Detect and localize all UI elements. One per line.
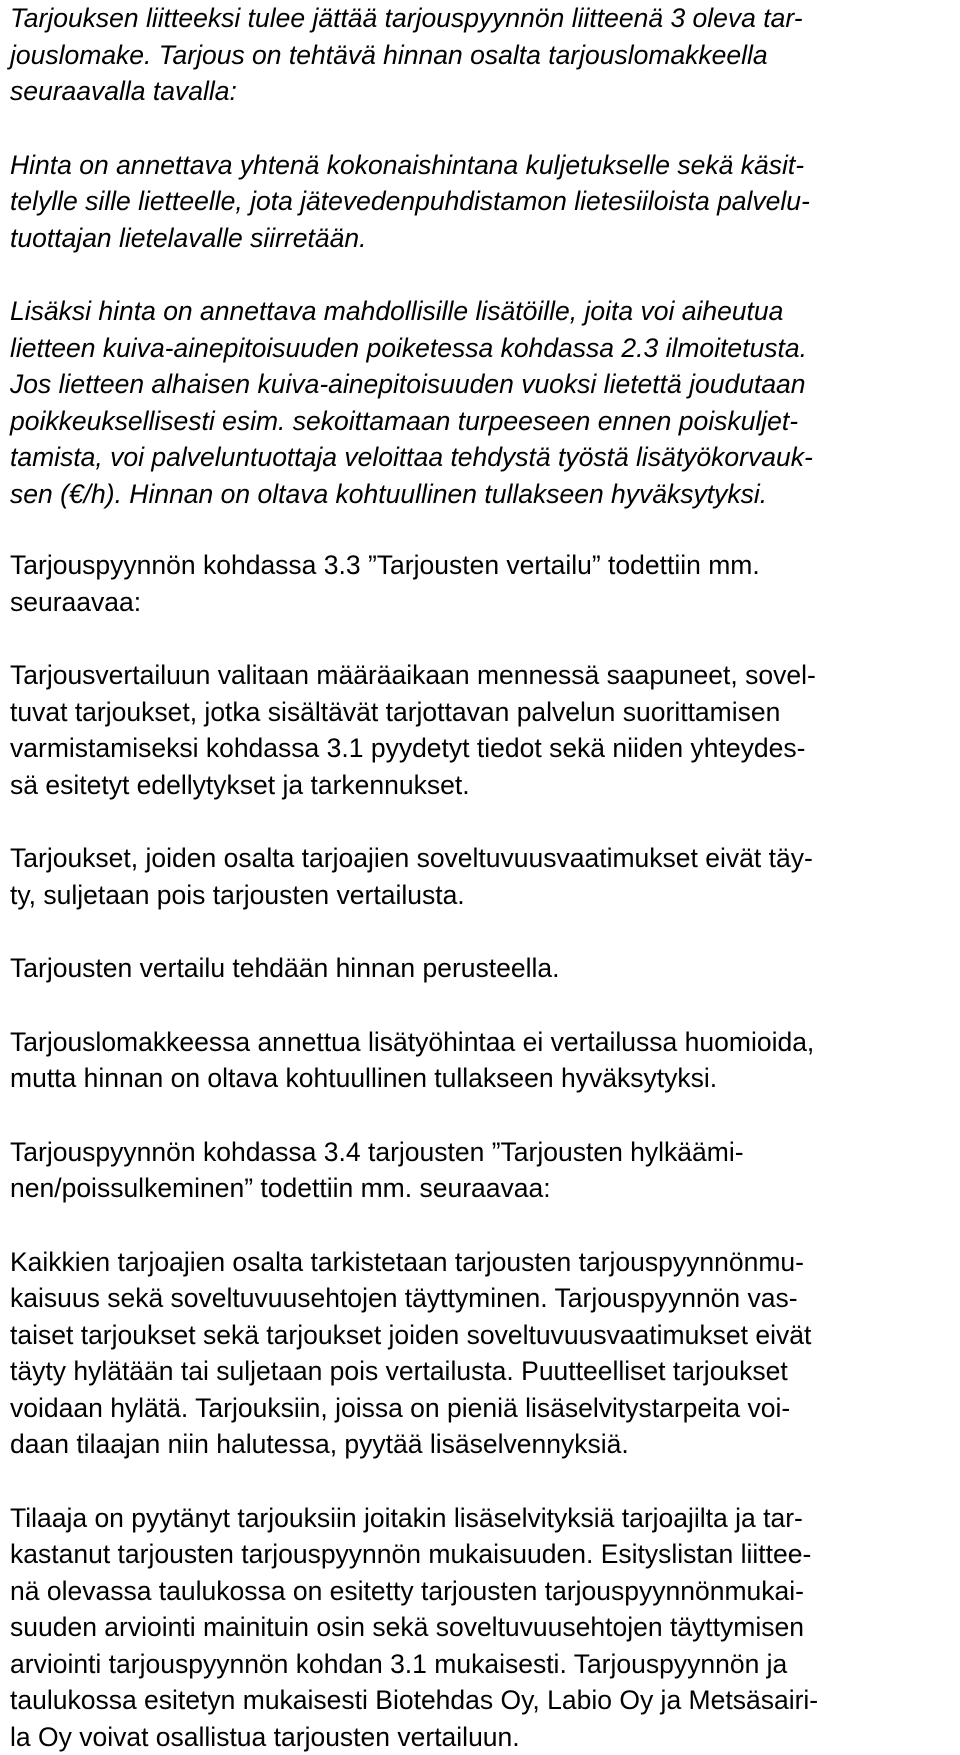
text-line: varmistamiseksi kohdassa 3.1 pyydetyt tiedot sekä niiden yhteydes- (10, 730, 950, 767)
text-line: nen/poissulkeminen” todettiin mm. seuraavaa: (10, 1170, 950, 1207)
document-page (10, 0, 950, 1755)
paragraph-additional-price (10, 1024, 950, 1097)
paragraph-additional-work (10, 293, 950, 512)
text-line: Tarjouspyynnön kohdassa 3.4 tarjousten ”Tarjousten hylkäämi- (10, 1134, 950, 1171)
paragraph-compliance-check (10, 1244, 950, 1463)
text-line: seuraavaa: (10, 584, 950, 621)
paragraph-price-basis (10, 950, 950, 987)
text-line: kastanut tarjousten tarjouspyynnön mukaisuuden. Esityslistan liittee- (10, 1536, 950, 1573)
paragraph-total-price (10, 147, 950, 257)
text-line: Lisäksi hinta on annettava mahdollisille lisätöille, joita voi aiheutua (10, 293, 950, 330)
text-line: ty, suljetaan pois tarjousten vertailusta. (10, 877, 950, 914)
text-line: Kaikkien tarjoajien osalta tarkistetaan tarjousten tarjouspyynnönmu- (10, 1244, 950, 1281)
paragraph-exclusion (10, 840, 950, 913)
text-line: Jos lietteen alhaisen kuiva-ainepitoisuuden vuoksi lietettä joudutaan (10, 366, 950, 403)
text-line: Tilaaja on pyytänyt tarjouksiin joitakin lisäselvityksiä tarjoajilta ja tar- (10, 1500, 950, 1537)
text-line: Tarjoukset, joiden osalta tarjoajien soveltuvuusvaatimukset eivät täy- (10, 840, 950, 877)
text-line: sä esitetyt edellytykset ja tarkennukset. (10, 767, 950, 804)
text-line: telylle sille lietteelle, jota jätevedenpuhdistamon lietesiiloista palvelu- (10, 183, 950, 220)
text-line: daan tilaajan niin halutessa, pyytää lisäselvennyksiä. (10, 1426, 950, 1463)
text-line: mutta hinnan on oltava kohtuullinen tullakseen hyväksytyksi. (10, 1060, 950, 1097)
text-line: taulukossa esitetyn mukaisesti Biotehdas Oy, Labio Oy ja Metsäsairi- (10, 1682, 950, 1719)
text-line: Tarjousvertailuun valitaan määräaikaan mennessä saapuneet, sovel- (10, 657, 950, 694)
text-line: la Oy voivat osallistua tarjousten vertailuun. (10, 1719, 950, 1755)
text-line: arviointi tarjouspyynnön kohdan 3.1 mukaisesti. Tarjouspyynnön ja (10, 1646, 950, 1683)
text-line: Tarjousten vertailu tehdään hinnan perusteella. (10, 950, 950, 987)
text-line: jouslomake. Tarjous on tehtävä hinnan osalta tarjouslomakkeella (10, 37, 950, 74)
paragraph-comparison-selection (10, 657, 950, 803)
text-line: tamista, voi palveluntuottaja veloittaa tehdystä työstä lisätyökorvauk- (10, 439, 950, 476)
text-line: sen (€/h). Hinnan on oltava kohtuullinen tullakseen hyväksytyksi. (10, 476, 950, 513)
paragraph-section-3-3 (10, 547, 950, 620)
text-line: kaisuus sekä soveltuvuusehtojen täyttyminen. Tarjouspyynnön vas- (10, 1280, 950, 1317)
paragraph-section-3-4 (10, 1134, 950, 1207)
text-line: täyty hylätään tai suljetaan pois vertailusta. Puutteelliset tarjoukset (10, 1353, 950, 1390)
text-line: Tarjouksen liitteeksi tulee jättää tarjouspyynnön liitteenä 3 oleva tar- (10, 0, 950, 37)
text-line: seuraavalla tavalla: (10, 73, 950, 110)
text-line: lietteen kuiva-ainepitoisuuden poiketessa kohdassa 2.3 ilmoitetusta. (10, 330, 950, 367)
paragraph-offer-attachment (10, 0, 950, 110)
text-line: Tarjouslomakkeessa annettua lisätyöhintaa ei vertailussa huomioida, (10, 1024, 950, 1061)
text-line: voidaan hylätä. Tarjouksiin, joissa on pieniä lisäselvitystarpeita voi- (10, 1390, 950, 1427)
text-line: tuvat tarjoukset, jotka sisältävät tarjottavan palvelun suorittamisen (10, 694, 950, 731)
text-line: Tarjouspyynnön kohdassa 3.3 ”Tarjousten vertailu” todettiin mm. (10, 547, 950, 584)
text-line: taiset tarjoukset sekä tarjoukset joiden soveltuvuusvaatimukset eivät (10, 1317, 950, 1354)
text-line: nä olevassa taulukossa on esitetty tarjousten tarjouspyynnönmukai- (10, 1573, 950, 1610)
text-line: tuottajan lietelavalle siirretään. (10, 220, 950, 257)
text-line: Hinta on annettava yhtenä kokonaishintana kuljetukselle sekä käsit- (10, 147, 950, 184)
paragraph-conclusion (10, 1500, 950, 1755)
text-line: poikkeuksellisesti esim. sekoittamaan turpeeseen ennen poiskuljet- (10, 403, 950, 440)
text-line: suuden arviointi mainituin osin sekä soveltuvuusehtojen täyttymisen (10, 1609, 950, 1646)
